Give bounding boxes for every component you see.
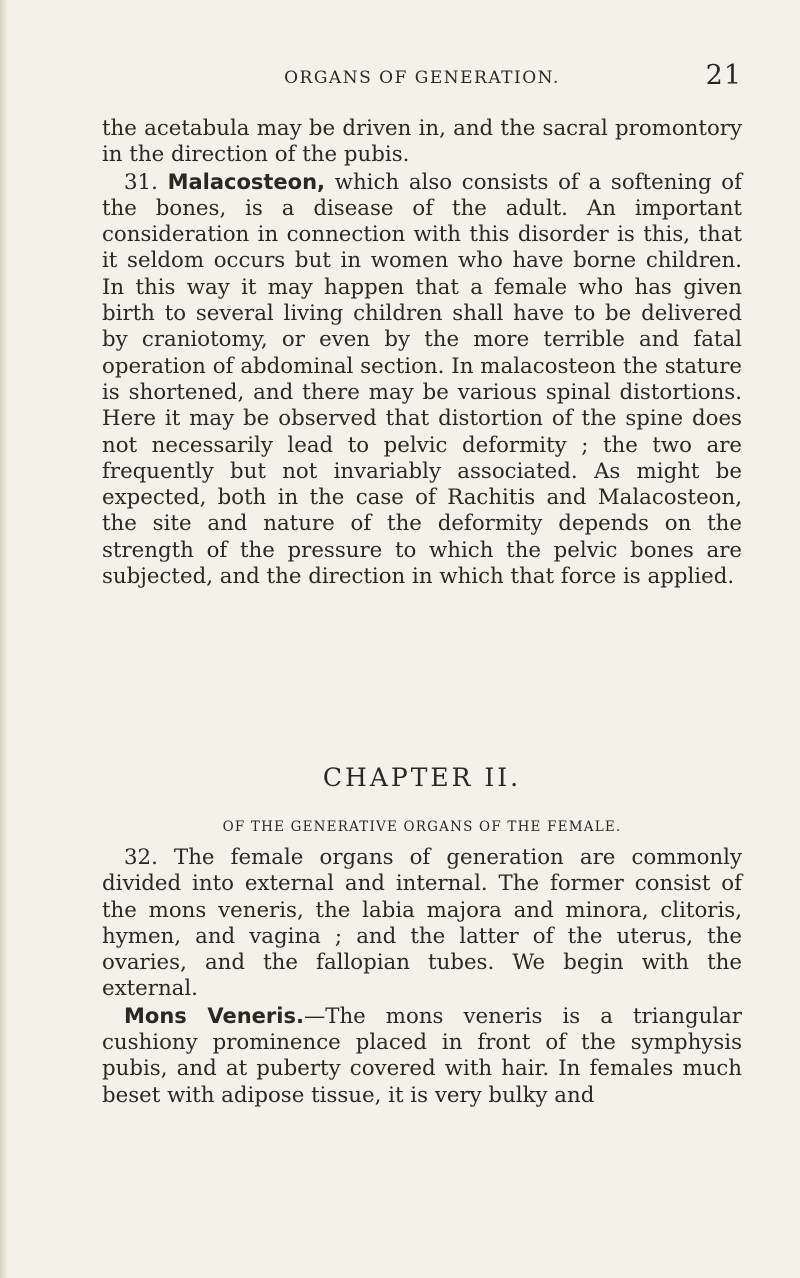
text-block-chapter-2: [102, 845, 742, 1109]
term-mons-veneris: Mons Veneris.: [124, 1003, 304, 1028]
paragraph-32: [102, 845, 742, 1003]
continued-paragraph: the acetabula may be driven in, and the sacral promontory in the direction of the pubis.: [102, 116, 742, 168]
text-block-section-31: [102, 116, 742, 590]
paragraph-31-text: which also consists of a softening of the bones, is a disease of the adult. An important consideration in connection with this disorder is this, that it seldom occurs but in women who have borne children. In this way it may happen that a female who has given birth to several living children shall have to be delivered by craniotomy, or even by the more terrible and fatal operation of abdominal section. In malacosteon the stature is shortened, and there may be various spinal distortions. Here it may be observed that distortion of the spine does not necessarily lead to pelvic deformity ; the two are frequently but not invariably associated. As might be expected, both in the case of Rachitis and Malacosteon, the site and nature of the deformity depends on the strength of the pressure to which the pelvic bones are subjected, and the direction in which that force is applied.: [102, 169, 742, 590]
paragraph-31: [102, 169, 742, 591]
paragraph-32-text: The female organs of generation are commonly divided into external and internal. The former consist of the mons veneris, the labia majora and minora, clitoris, hymen, and vagina ; and the latter of the uterus, the ovaries, and the fallopian tubes. We begin with the external.: [102, 845, 742, 1002]
chapter-title: CHAPTER II.: [322, 763, 522, 792]
paragraph-mons-text: —The mons veneris is a triangular cushiony prominence placed in front of the symphysis pubis, and at puberty covered with hair. In females much beset with adipose tissue, it is very bulky and: [102, 1003, 742, 1108]
running-head: [102, 60, 742, 94]
paragraph-number: 31.: [124, 169, 158, 195]
chapter-subtitle: OF THE GENERATIVE ORGANS OF THE FEMALE.: [222, 819, 622, 835]
running-title: ORGANS OF GENERATION.: [284, 68, 560, 88]
page-number: 21: [705, 60, 742, 91]
paragraph-mons-veneris: [102, 1003, 742, 1109]
term-malacosteon: Malacosteon,: [167, 169, 326, 194]
paragraph-number: 32.: [124, 845, 158, 870]
page-edge-shadow: [0, 0, 8, 1278]
